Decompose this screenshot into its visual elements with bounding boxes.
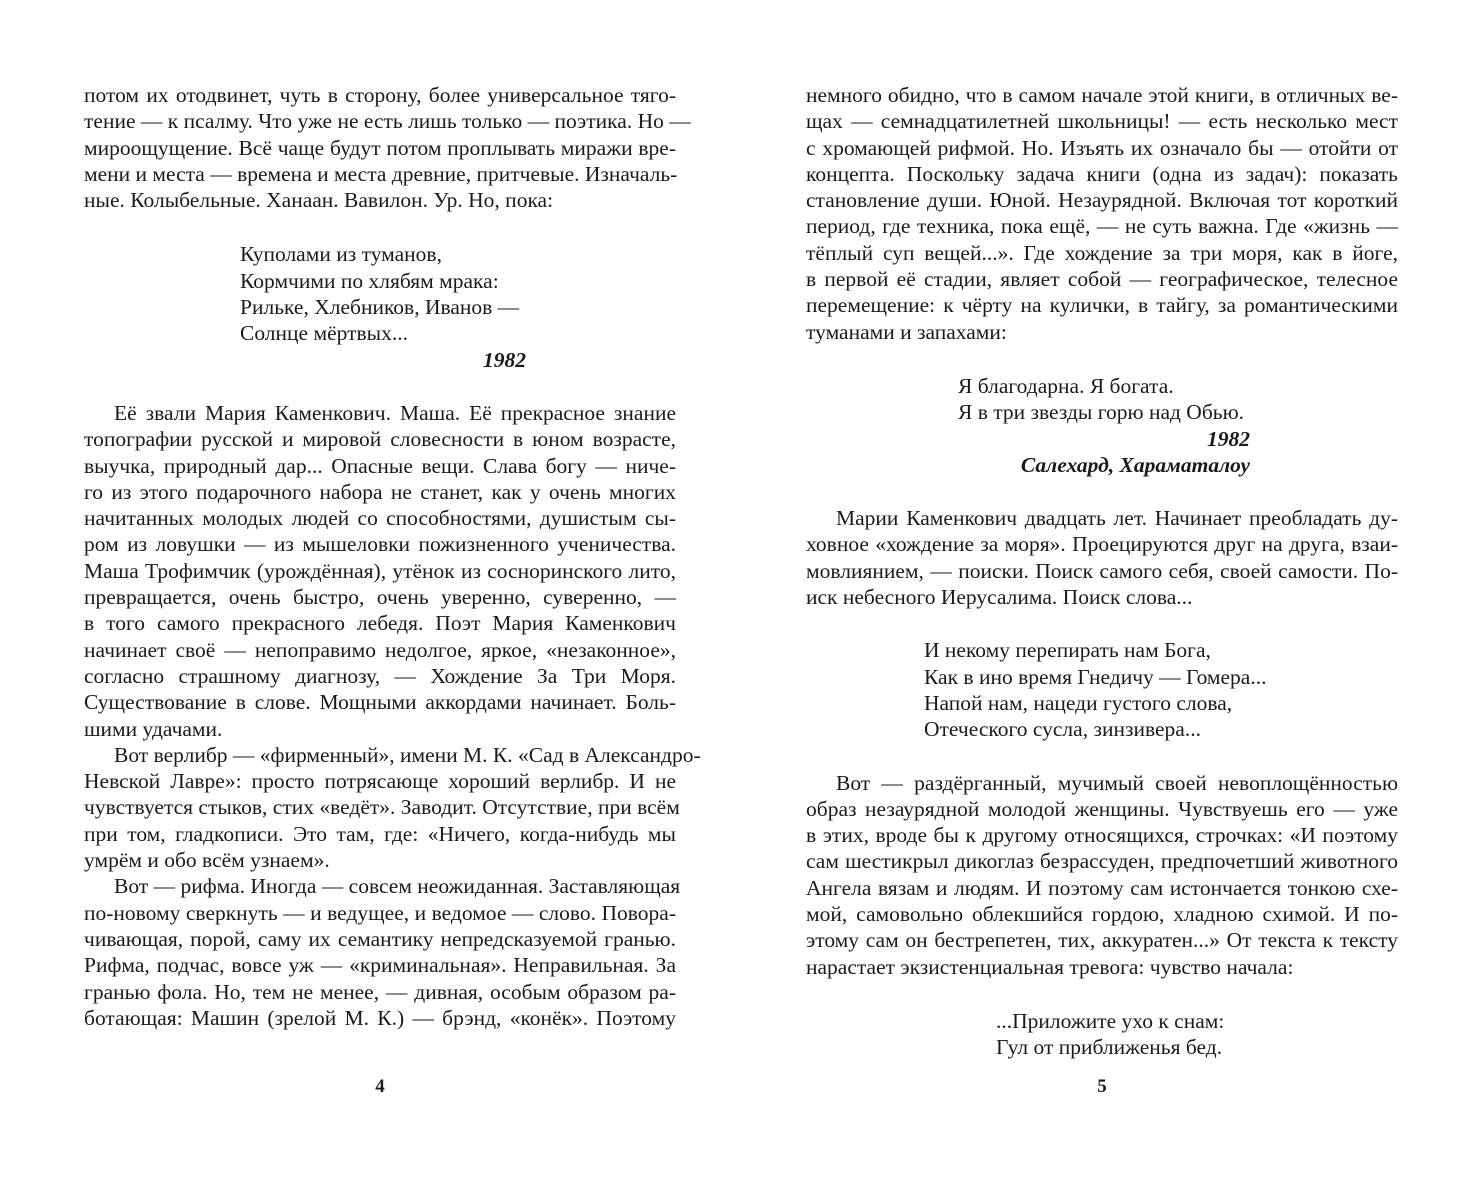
text-line: начитанных молодых людей со способностями, душистым сы- (84, 506, 676, 531)
text-line: превращается, очень быстро, очень уверенно, суверенно, — (84, 585, 676, 610)
verse-line: Я в три звезды горю над Обью. (958, 400, 1245, 425)
left-verse-1 (240, 241, 526, 372)
text-line: тёплый суп вещей...». Где хождение за три моря, как в йоге, (806, 240, 1398, 265)
text-line: мироощущение. Всё чаще будут потом проплывать миражи вре- (84, 135, 676, 160)
text-line: тение — к псалму. Что уже не есть лишь только — поэтика. Но — (84, 109, 691, 134)
verse-place: Салехард, Хараматалоу (1020, 452, 1250, 477)
text-line: ные. Колыбельные. Ханаан. Вавилон. Ур. Но, пока: (84, 188, 554, 213)
text-line: шими удачами. (84, 716, 223, 741)
text-line: го из этого подарочного набора не станет, как у очень многих (84, 479, 676, 504)
text-line: чувствуется стыков, стих «ведёт». Заводит. Отсутствие, при всём (84, 795, 680, 820)
text-line: выучка, природный дар... Опасные вещи. Слава богу — ниче- (84, 453, 676, 478)
right-verse-2 (924, 637, 1324, 742)
text-line: мовлиянием, — поиски. Поиск самого себя, своей самости. По- (806, 558, 1398, 583)
text-line: Рифма, подчас, вовсе уж — «криминальная». Неправильная. За (84, 953, 676, 978)
verse-line: Напой нам, нацеди густого слова, (924, 690, 1233, 715)
left-paragraph-1 (84, 82, 691, 213)
text-line: этому сам он бестрепетен, тих, аккуратен...» От текста к тексту (806, 928, 1398, 953)
text-line: период, где техника, пока ещё, — не суть важна. Где «жизнь — (806, 214, 1398, 239)
verse-line: Куполами из туманов, (240, 242, 442, 267)
text-line: немного обидно, что в самом начале этой книги, в отличных ве- (806, 83, 1398, 107)
verse-line: ...Приложите ухо к снам: (996, 1008, 1225, 1033)
text-line: образ незаурядной молодой женщины. Чувствуешь его — уже (806, 796, 1398, 821)
text-line: Её звали Мария Каменкович. Маша. Её прекрасное знание (114, 400, 676, 425)
left-paragraph-3 (84, 742, 701, 873)
text-line: мой, самовольно облекшийся гордою, хладною схимой. И по- (806, 902, 1398, 927)
text-line: нарастает экзистенциальная тревога: чувство начала: (806, 954, 1294, 979)
text-line: начинает своё — непоправимо недолгое, яркое, «незаконное», (84, 637, 676, 662)
text-line: ховное «хождение за моря». Проецируются друг на друга, взаи- (806, 532, 1398, 557)
verse-line: Отеческого сусла, зинзивера... (924, 717, 1201, 742)
right-paragraph-2 (806, 505, 1398, 610)
text-line: потом их отодвинет, чуть в сторону, более универсальное тяго- (84, 83, 676, 107)
left-page (84, 82, 701, 1031)
verse-date: 1982 (483, 347, 526, 372)
text-line: по-новому сверкнуть — и ведущее, и ведомое — слово. Повора- (84, 900, 676, 925)
text-line: с хромающей рифмой. Но. Изъять их означало бы — отойти от (806, 135, 1398, 160)
right-paragraph-1 (806, 82, 1398, 345)
text-line: в этих, вроде бы к другому относящихся, строчках: «И поэтому (806, 823, 1398, 848)
text-line: топографии русской и мировой словесности в юном возрасте, (84, 427, 676, 452)
text-line: чивающая, порой, саму их семантику непредсказуемой гранью. (84, 926, 676, 951)
text-line: сам шестикрыл дикоглаз безрассуден, предпочетший животного (806, 849, 1398, 874)
verse-line: Кормчими по хлябям мрака: (240, 268, 499, 293)
text-line: иск небесного Иерусалима. Поиск слова... (806, 585, 1193, 610)
text-line: щах — семнадцатилетней школьницы! — есть несколько мест (806, 109, 1398, 134)
text-line: туманами и запахами: (806, 319, 1007, 344)
verse-line: И некому перепирать нам Бога, (924, 638, 1211, 663)
text-line: в первой её стадии, являет собой — географическое, телесное (806, 267, 1398, 292)
left-paragraph-4 (84, 873, 681, 1031)
verse-line: Рильке, Хлебников, Иванов — (240, 295, 520, 320)
verse-line: Я благодарна. Я богата. (958, 373, 1174, 398)
text-line: Существование в слове. Мощными аккордами начинает. Боль- (84, 690, 676, 715)
verse-date: 1982 (1207, 426, 1250, 451)
text-line: гранью фола. Но, тем не менее, — дивная, особым образом ра- (84, 979, 676, 1004)
verse-line: Солнце мёртвых... (240, 321, 408, 346)
right-verse-1 (958, 373, 1250, 478)
text-line: Ангела вязам и людям. И поэтому сам истончается тонкою схе- (806, 875, 1398, 900)
text-line: ром из ловушки — из мышеловки пожизненного ученичества. (84, 532, 676, 557)
text-line: концепта. Поскольку задача книги (одна из задач): показать (806, 161, 1398, 186)
verse-line: Как в ино время Гнедичу — Гомера... (924, 664, 1267, 689)
text-line: мени и места — времена и места древние, притчевые. Изначаль- (84, 161, 678, 186)
right-paragraph-3 (806, 770, 1398, 980)
page-number-right: 5 (1097, 1076, 1107, 1097)
text-line: в того самого прекрасного лебедя. Поэт Мария Каменкович (84, 611, 676, 636)
page-number-left: 4 (375, 1076, 385, 1097)
text-line: ботающая: Машин (зрелой М. К.) — брэнд, «конёк». Поэтому (84, 1005, 676, 1030)
right-page (806, 82, 1398, 1061)
text-line: становление души. Юной. Незаурядной. Включая тот короткий (806, 188, 1398, 213)
text-line: Марии Каменкович двадцать лет. Начинает преобладать ду- (836, 506, 1398, 531)
text-line: согласно страшному диагнозу, — Хождение За Три Моря. (84, 663, 676, 688)
text-line: перемещение: к чёрту на кулички, в тайгу, за романтическими (806, 293, 1398, 318)
verse-line: Гул от приближенья бед. (996, 1035, 1223, 1060)
text-line: при том, гладкописи. Это там, где: «Ничего, когда-нибудь мы (84, 821, 676, 846)
right-verse-3 (996, 1008, 1296, 1061)
text-line: умрём и обо всём узнаем». (84, 848, 330, 873)
text-line: Вот — раздёрганный, мучимый своей невоплощённостью (836, 770, 1398, 795)
left-paragraph-2 (84, 400, 676, 742)
text-line: Вот верлибр — «фирменный», имени М. К. «Сад в Александро- (114, 742, 701, 767)
text-line: Маша Трофимчик (урождённая), утёнок из сосноринского лито, (84, 558, 676, 583)
text-line: Невской Лавре»: просто потрясающе хороший верлибр. И не (84, 769, 676, 794)
text-line: Вот — рифма. Иногда — совсем неожиданная. Заставляющая (114, 874, 681, 899)
